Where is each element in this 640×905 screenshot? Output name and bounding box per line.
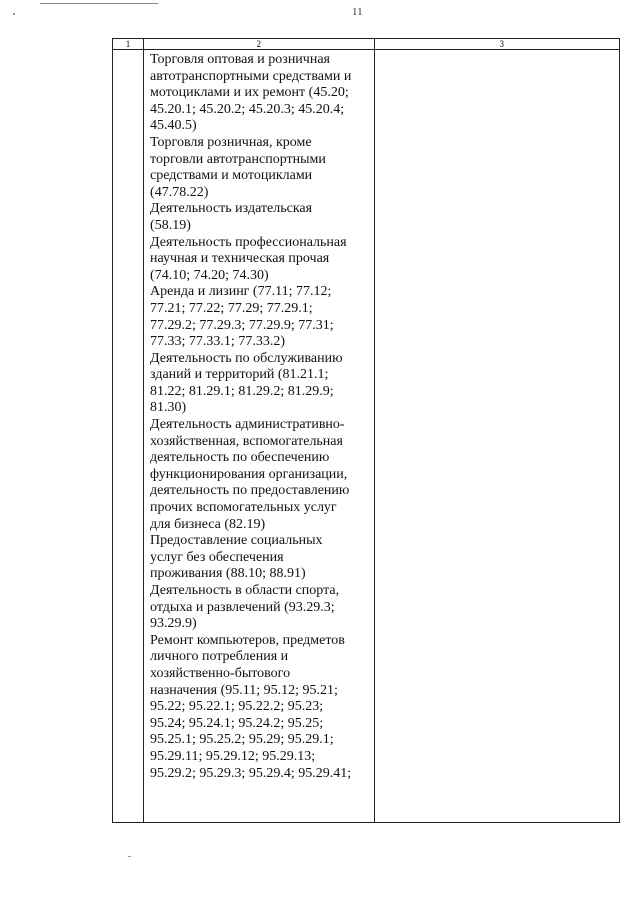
column-header-3: 3 — [374, 39, 620, 50]
activities-cell — [144, 50, 374, 823]
activity-entry: Торговля оптовая и розничная автотранспортными средствами и мотоциклами и их ремонт (45.20; 45.20.1; 45.20.2; 45.20.3; 45.20.4; 45.40.5) — [150, 52, 352, 134]
activity-entry: Деятельность по обслуживанию зданий и территорий (81.21.1; 81.22; 81.29.1; 81.29.2; 81.29.9; 81.30) — [150, 350, 343, 416]
notes-cell — [374, 50, 620, 823]
header-row — [113, 39, 620, 50]
scan-artifact-line — [40, 3, 158, 4]
activity-entry: Предоставление социальных услуг без обеспечения проживания (88.10; 88.91) — [150, 533, 323, 582]
activity-entry: Ремонт компьютеров, предметов личного потребления и хозяйственно-бытового назначения (95.11; 95.12; 95.21; 95.22; 95.22.1; 95.22.2; 95.23; 95.24; 95.24.1; 95.24.2; 95.25; 95.25.1; 95.25.2; 95.29; 95.29.1; 95.29.11; 95.29.12; 95.29.13; 95.29.2; 95.29.3; 95.29.4; 95.29.41; — [150, 632, 352, 781]
activity-entry: Деятельность профессиональная научная и техническая прочая (74.10; 74.20; 74.30) — [150, 234, 347, 283]
page-number: 11 — [352, 6, 363, 18]
table-row — [113, 50, 620, 823]
activity-entry: Аренда и лизинг (77.11; 77.12; 77.21; 77.22; 77.29; 77.29.1; 77.29.2; 77.29.3; 77.29.9; 77.31; 77.33; 77.33.1; 77.33.2) — [150, 284, 334, 350]
activity-entry: Деятельность административно- хозяйственная, вспомогательная деятельность по обеспечению функционирования организации, деятельность по предоставлению прочих вспомогательных услуг для бизнеса (82.19) — [150, 417, 350, 532]
activities-table — [112, 38, 620, 823]
scan-artifact-dot — [13, 13, 15, 15]
activity-entry: Торговля розничная, кроме торговли автотранспортными средствами и мотоциклами (47.78.22) — [150, 134, 326, 200]
column-header-2: 2 — [144, 39, 374, 50]
scan-artifact-speck — [128, 856, 131, 857]
activity-entry: Деятельность в области спорта, отдыха и развлечений (93.29.3; 93.29.9) — [150, 583, 340, 632]
activity-entry: Деятельность издательская (58.19) — [150, 201, 313, 233]
column-header-1: 1 — [113, 39, 144, 50]
index-cell — [113, 50, 144, 823]
